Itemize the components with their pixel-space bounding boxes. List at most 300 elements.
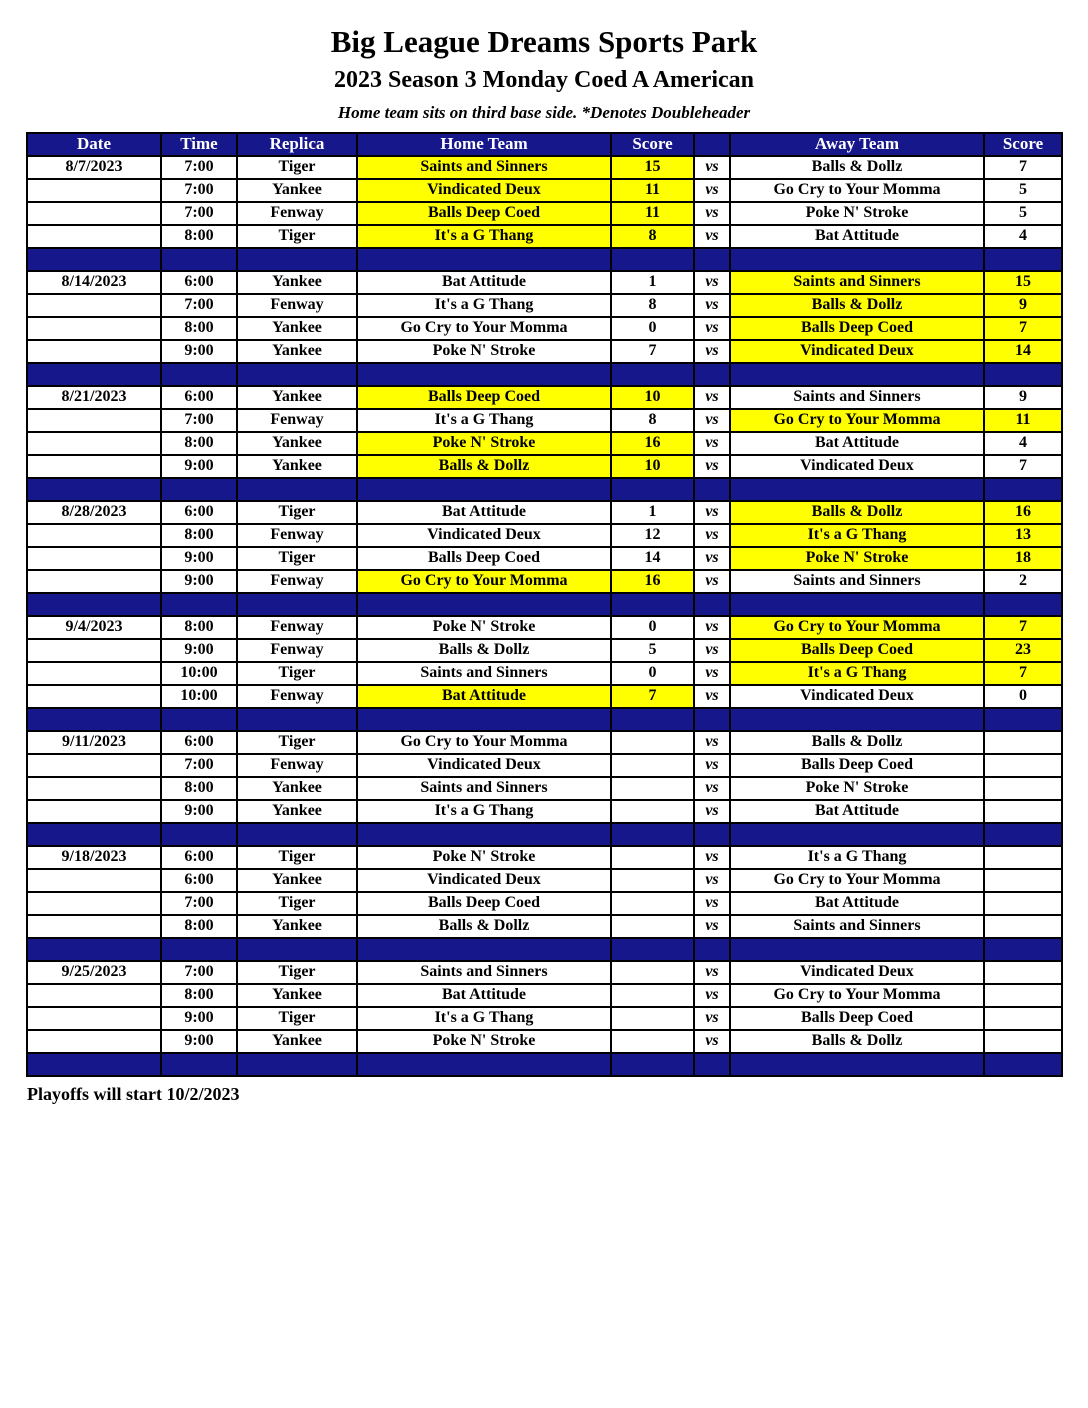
replica-cell: Tiger — [237, 547, 357, 570]
date-cell: 9/4/2023 — [27, 616, 161, 639]
home-score-cell: 15 — [611, 156, 694, 179]
vs-cell: vs — [694, 1030, 730, 1053]
vs-cell: vs — [694, 547, 730, 570]
replica-cell: Yankee — [237, 984, 357, 1007]
column-header-home-score: Score — [611, 133, 694, 156]
separator-cell — [357, 823, 611, 846]
away-team-cell: Go Cry to Your Momma — [730, 179, 984, 202]
date-cell — [27, 662, 161, 685]
game-row — [27, 662, 1062, 685]
time-cell: 9:00 — [161, 547, 237, 570]
home-team-cell: It's a G Thang — [357, 294, 611, 317]
game-row — [27, 777, 1062, 800]
separator-row — [27, 823, 1062, 846]
home-team-cell: Saints and Sinners — [357, 156, 611, 179]
home-team-cell: Vindicated Deux — [357, 754, 611, 777]
away-team-cell: Poke N' Stroke — [730, 547, 984, 570]
game-row — [27, 731, 1062, 754]
game-row — [27, 317, 1062, 340]
away-score-cell: 5 — [984, 179, 1062, 202]
separator-cell — [27, 708, 161, 731]
vs-cell: vs — [694, 501, 730, 524]
playoffs-note: Playoffs will start 10/2/2023 — [27, 1083, 240, 1104]
away-team-cell: Saints and Sinners — [730, 271, 984, 294]
time-cell: 9:00 — [161, 800, 237, 823]
home-team-cell: Poke N' Stroke — [357, 1030, 611, 1053]
away-team-cell: Balls & Dollz — [730, 501, 984, 524]
separator-cell — [237, 478, 357, 501]
away-team-cell: Balls Deep Coed — [730, 639, 984, 662]
separator-cell — [27, 593, 161, 616]
game-row — [27, 179, 1062, 202]
away-score-cell: 14 — [984, 340, 1062, 363]
home-score-cell: 1 — [611, 271, 694, 294]
home-team-cell: It's a G Thang — [357, 1007, 611, 1030]
vs-cell: vs — [694, 800, 730, 823]
column-header-home-team: Home Team — [357, 133, 611, 156]
vs-cell: vs — [694, 225, 730, 248]
separator-cell — [694, 938, 730, 961]
away-team-cell: It's a G Thang — [730, 846, 984, 869]
home-score-cell — [611, 961, 694, 984]
time-cell: 8:00 — [161, 915, 237, 938]
away-team-cell: Vindicated Deux — [730, 455, 984, 478]
replica-cell: Yankee — [237, 455, 357, 478]
replica-cell: Fenway — [237, 616, 357, 639]
away-team-cell: Balls Deep Coed — [730, 317, 984, 340]
separator-cell — [730, 938, 984, 961]
separator-row — [27, 1053, 1062, 1076]
game-row — [27, 1007, 1062, 1030]
separator-cell — [237, 708, 357, 731]
separator-cell — [611, 938, 694, 961]
replica-cell: Tiger — [237, 225, 357, 248]
time-cell: 7:00 — [161, 294, 237, 317]
replica-cell: Fenway — [237, 409, 357, 432]
home-score-cell: 7 — [611, 340, 694, 363]
time-cell: 10:00 — [161, 662, 237, 685]
away-team-cell: Vindicated Deux — [730, 961, 984, 984]
away-score-cell — [984, 731, 1062, 754]
replica-cell: Tiger — [237, 156, 357, 179]
game-row — [27, 892, 1062, 915]
away-score-cell — [984, 892, 1062, 915]
date-cell: 8/7/2023 — [27, 156, 161, 179]
separator-cell — [611, 363, 694, 386]
time-cell: 9:00 — [161, 639, 237, 662]
away-team-cell: Balls & Dollz — [730, 731, 984, 754]
away-score-cell — [984, 961, 1062, 984]
vs-cell: vs — [694, 685, 730, 708]
date-cell — [27, 409, 161, 432]
home-score-cell — [611, 984, 694, 1007]
home-team-cell: Vindicated Deux — [357, 869, 611, 892]
column-header-away-score: Score — [984, 133, 1062, 156]
home-team-cell: Balls Deep Coed — [357, 386, 611, 409]
away-score-cell: 2 — [984, 570, 1062, 593]
separator-cell — [694, 823, 730, 846]
home-score-cell — [611, 777, 694, 800]
time-cell: 6:00 — [161, 386, 237, 409]
date-cell — [27, 455, 161, 478]
home-team-cell: Bat Attitude — [357, 685, 611, 708]
time-cell: 7:00 — [161, 961, 237, 984]
separator-cell — [27, 248, 161, 271]
away-team-cell: It's a G Thang — [730, 662, 984, 685]
separator-cell — [161, 478, 237, 501]
home-score-cell: 5 — [611, 639, 694, 662]
time-cell: 6:00 — [161, 869, 237, 892]
home-team-cell: It's a G Thang — [357, 800, 611, 823]
date-cell — [27, 547, 161, 570]
date-cell — [27, 800, 161, 823]
replica-cell: Fenway — [237, 202, 357, 225]
home-team-cell: Saints and Sinners — [357, 961, 611, 984]
replica-cell: Yankee — [237, 1030, 357, 1053]
home-score-cell: 11 — [611, 179, 694, 202]
date-cell: 8/28/2023 — [27, 501, 161, 524]
home-score-cell: 12 — [611, 524, 694, 547]
vs-cell: vs — [694, 179, 730, 202]
away-score-cell: 7 — [984, 317, 1062, 340]
home-team-cell: Balls & Dollz — [357, 915, 611, 938]
column-header-replica: Replica — [237, 133, 357, 156]
separator-cell — [611, 478, 694, 501]
separator-row — [27, 478, 1062, 501]
away-team-cell: Go Cry to Your Momma — [730, 616, 984, 639]
home-team-cell: Poke N' Stroke — [357, 846, 611, 869]
separator-cell — [984, 938, 1062, 961]
vs-cell: vs — [694, 340, 730, 363]
replica-cell: Tiger — [237, 731, 357, 754]
away-team-cell: Poke N' Stroke — [730, 777, 984, 800]
separator-cell — [694, 708, 730, 731]
replica-cell: Tiger — [237, 846, 357, 869]
away-team-cell: Go Cry to Your Momma — [730, 409, 984, 432]
home-team-cell: Go Cry to Your Momma — [357, 317, 611, 340]
separator-cell — [237, 1053, 357, 1076]
home-team-cell: Bat Attitude — [357, 271, 611, 294]
time-cell: 8:00 — [161, 225, 237, 248]
home-score-cell: 0 — [611, 662, 694, 685]
separator-cell — [357, 938, 611, 961]
home-score-cell — [611, 754, 694, 777]
game-row — [27, 524, 1062, 547]
game-row — [27, 1030, 1062, 1053]
away-score-cell: 7 — [984, 662, 1062, 685]
home-team-cell: Poke N' Stroke — [357, 432, 611, 455]
game-row — [27, 202, 1062, 225]
time-cell: 8:00 — [161, 432, 237, 455]
separator-row — [27, 593, 1062, 616]
header-note: Home team sits on third base side. *Denotes Doubleheader — [337, 103, 751, 123]
away-score-cell — [984, 1030, 1062, 1053]
separator-cell — [27, 1053, 161, 1076]
time-cell: 7:00 — [161, 179, 237, 202]
replica-cell: Tiger — [237, 892, 357, 915]
home-score-cell: 8 — [611, 225, 694, 248]
game-row — [27, 570, 1062, 593]
time-cell: 9:00 — [161, 340, 237, 363]
separator-cell — [611, 593, 694, 616]
vs-cell: vs — [694, 984, 730, 1007]
separator-cell — [27, 363, 161, 386]
home-score-cell — [611, 846, 694, 869]
date-cell: 9/11/2023 — [27, 731, 161, 754]
game-row — [27, 547, 1062, 570]
away-team-cell: Saints and Sinners — [730, 915, 984, 938]
separator-cell — [730, 363, 984, 386]
away-score-cell — [984, 777, 1062, 800]
replica-cell: Tiger — [237, 662, 357, 685]
separator-cell — [27, 938, 161, 961]
home-score-cell — [611, 800, 694, 823]
replica-cell: Yankee — [237, 800, 357, 823]
page-subtitle: 2023 Season 3 Monday Coed A American — [333, 66, 755, 93]
away-team-cell: Balls Deep Coed — [730, 1007, 984, 1030]
home-team-cell: Balls & Dollz — [357, 455, 611, 478]
date-cell: 9/18/2023 — [27, 846, 161, 869]
separator-cell — [984, 1053, 1062, 1076]
home-team-cell: Bat Attitude — [357, 984, 611, 1007]
time-cell: 9:00 — [161, 570, 237, 593]
date-cell — [27, 340, 161, 363]
replica-cell: Yankee — [237, 317, 357, 340]
vs-cell: vs — [694, 570, 730, 593]
home-team-cell: Balls Deep Coed — [357, 892, 611, 915]
separator-cell — [161, 248, 237, 271]
home-score-cell: 16 — [611, 570, 694, 593]
time-cell: 7:00 — [161, 754, 237, 777]
away-score-cell: 16 — [984, 501, 1062, 524]
separator-cell — [730, 1053, 984, 1076]
home-score-cell: 14 — [611, 547, 694, 570]
schedule-body — [27, 156, 1062, 1076]
home-score-cell — [611, 869, 694, 892]
separator-cell — [984, 478, 1062, 501]
separator-cell — [237, 363, 357, 386]
away-team-cell: Go Cry to Your Momma — [730, 984, 984, 1007]
vs-cell: vs — [694, 915, 730, 938]
date-cell — [27, 1030, 161, 1053]
vs-cell: vs — [694, 455, 730, 478]
vs-cell: vs — [694, 616, 730, 639]
separator-cell — [694, 363, 730, 386]
game-row — [27, 639, 1062, 662]
game-row — [27, 616, 1062, 639]
home-score-cell: 16 — [611, 432, 694, 455]
away-score-cell — [984, 915, 1062, 938]
replica-cell: Fenway — [237, 685, 357, 708]
separator-cell — [237, 593, 357, 616]
separator-cell — [730, 478, 984, 501]
replica-cell: Yankee — [237, 915, 357, 938]
vs-cell: vs — [694, 731, 730, 754]
away-score-cell — [984, 984, 1062, 1007]
home-team-cell: Poke N' Stroke — [357, 616, 611, 639]
away-score-cell: 13 — [984, 524, 1062, 547]
game-row — [27, 271, 1062, 294]
date-cell — [27, 685, 161, 708]
replica-cell: Yankee — [237, 432, 357, 455]
game-row — [27, 685, 1062, 708]
game-row — [27, 869, 1062, 892]
separator-row — [27, 938, 1062, 961]
date-cell: 9/25/2023 — [27, 961, 161, 984]
vs-cell: vs — [694, 386, 730, 409]
vs-cell: vs — [694, 961, 730, 984]
away-team-cell: Saints and Sinners — [730, 570, 984, 593]
away-score-cell: 7 — [984, 156, 1062, 179]
home-team-cell: Vindicated Deux — [357, 179, 611, 202]
separator-cell — [161, 363, 237, 386]
separator-cell — [237, 823, 357, 846]
home-score-cell: 1 — [611, 501, 694, 524]
replica-cell: Tiger — [237, 961, 357, 984]
home-score-cell — [611, 1030, 694, 1053]
time-cell: 8:00 — [161, 616, 237, 639]
date-cell — [27, 1007, 161, 1030]
away-team-cell: Balls & Dollz — [730, 1030, 984, 1053]
separator-cell — [984, 248, 1062, 271]
home-score-cell — [611, 892, 694, 915]
away-score-cell: 0 — [984, 685, 1062, 708]
vs-cell: vs — [694, 869, 730, 892]
separator-cell — [611, 708, 694, 731]
away-team-cell: Vindicated Deux — [730, 685, 984, 708]
separator-row — [27, 363, 1062, 386]
date-cell — [27, 984, 161, 1007]
home-score-cell — [611, 731, 694, 754]
time-cell: 6:00 — [161, 846, 237, 869]
home-team-cell: Vindicated Deux — [357, 524, 611, 547]
game-row — [27, 754, 1062, 777]
vs-cell: vs — [694, 777, 730, 800]
separator-cell — [730, 593, 984, 616]
away-score-cell — [984, 1007, 1062, 1030]
separator-cell — [694, 1053, 730, 1076]
away-score-cell: 7 — [984, 616, 1062, 639]
date-cell — [27, 432, 161, 455]
home-team-cell: Saints and Sinners — [357, 777, 611, 800]
separator-cell — [730, 248, 984, 271]
home-score-cell — [611, 1007, 694, 1030]
away-score-cell — [984, 800, 1062, 823]
date-cell — [27, 639, 161, 662]
date-cell — [27, 869, 161, 892]
vs-cell: vs — [694, 639, 730, 662]
home-team-cell: Go Cry to Your Momma — [357, 570, 611, 593]
separator-cell — [694, 593, 730, 616]
separator-cell — [611, 823, 694, 846]
vs-cell: vs — [694, 432, 730, 455]
date-cell — [27, 754, 161, 777]
game-row — [27, 455, 1062, 478]
away-team-cell: Bat Attitude — [730, 800, 984, 823]
home-score-cell: 11 — [611, 202, 694, 225]
separator-cell — [984, 823, 1062, 846]
away-team-cell: Bat Attitude — [730, 892, 984, 915]
replica-cell: Yankee — [237, 340, 357, 363]
game-row — [27, 501, 1062, 524]
vs-cell: vs — [694, 271, 730, 294]
date-cell — [27, 225, 161, 248]
replica-cell: Yankee — [237, 179, 357, 202]
home-score-cell: 0 — [611, 616, 694, 639]
date-cell: 8/14/2023 — [27, 271, 161, 294]
vs-cell: vs — [694, 524, 730, 547]
date-cell — [27, 179, 161, 202]
game-row — [27, 800, 1062, 823]
schedule-table — [26, 132, 1063, 1077]
replica-cell: Fenway — [237, 639, 357, 662]
home-score-cell: 10 — [611, 455, 694, 478]
vs-cell: vs — [694, 846, 730, 869]
vs-cell: vs — [694, 202, 730, 225]
home-score-cell: 7 — [611, 685, 694, 708]
replica-cell: Fenway — [237, 524, 357, 547]
game-row — [27, 225, 1062, 248]
game-row — [27, 340, 1062, 363]
separator-row — [27, 708, 1062, 731]
time-cell: 8:00 — [161, 317, 237, 340]
separator-cell — [357, 248, 611, 271]
away-score-cell: 7 — [984, 455, 1062, 478]
home-team-cell: Balls Deep Coed — [357, 202, 611, 225]
time-cell: 9:00 — [161, 1030, 237, 1053]
vs-cell: vs — [694, 317, 730, 340]
time-cell: 7:00 — [161, 156, 237, 179]
separator-row — [27, 248, 1062, 271]
separator-cell — [27, 478, 161, 501]
away-score-cell — [984, 754, 1062, 777]
separator-cell — [984, 708, 1062, 731]
home-team-cell: Balls Deep Coed — [357, 547, 611, 570]
replica-cell: Fenway — [237, 294, 357, 317]
away-score-cell: 23 — [984, 639, 1062, 662]
date-cell — [27, 294, 161, 317]
away-team-cell: Saints and Sinners — [730, 386, 984, 409]
separator-cell — [730, 823, 984, 846]
vs-cell: vs — [694, 754, 730, 777]
date-cell — [27, 915, 161, 938]
away-score-cell: 4 — [984, 225, 1062, 248]
replica-cell: Tiger — [237, 501, 357, 524]
separator-cell — [27, 823, 161, 846]
separator-cell — [357, 1053, 611, 1076]
home-team-cell: Saints and Sinners — [357, 662, 611, 685]
separator-cell — [161, 593, 237, 616]
vs-cell: vs — [694, 294, 730, 317]
page-header — [0, 0, 1088, 123]
separator-cell — [694, 478, 730, 501]
separator-cell — [694, 248, 730, 271]
vs-cell: vs — [694, 662, 730, 685]
time-cell: 6:00 — [161, 731, 237, 754]
date-cell — [27, 570, 161, 593]
date-cell — [27, 317, 161, 340]
vs-cell: vs — [694, 1007, 730, 1030]
away-team-cell: Go Cry to Your Momma — [730, 869, 984, 892]
away-score-cell: 15 — [984, 271, 1062, 294]
vs-cell: vs — [694, 892, 730, 915]
away-team-cell: Poke N' Stroke — [730, 202, 984, 225]
away-team-cell: Balls Deep Coed — [730, 754, 984, 777]
away-score-cell: 11 — [984, 409, 1062, 432]
separator-cell — [984, 593, 1062, 616]
separator-cell — [161, 938, 237, 961]
separator-cell — [611, 1053, 694, 1076]
